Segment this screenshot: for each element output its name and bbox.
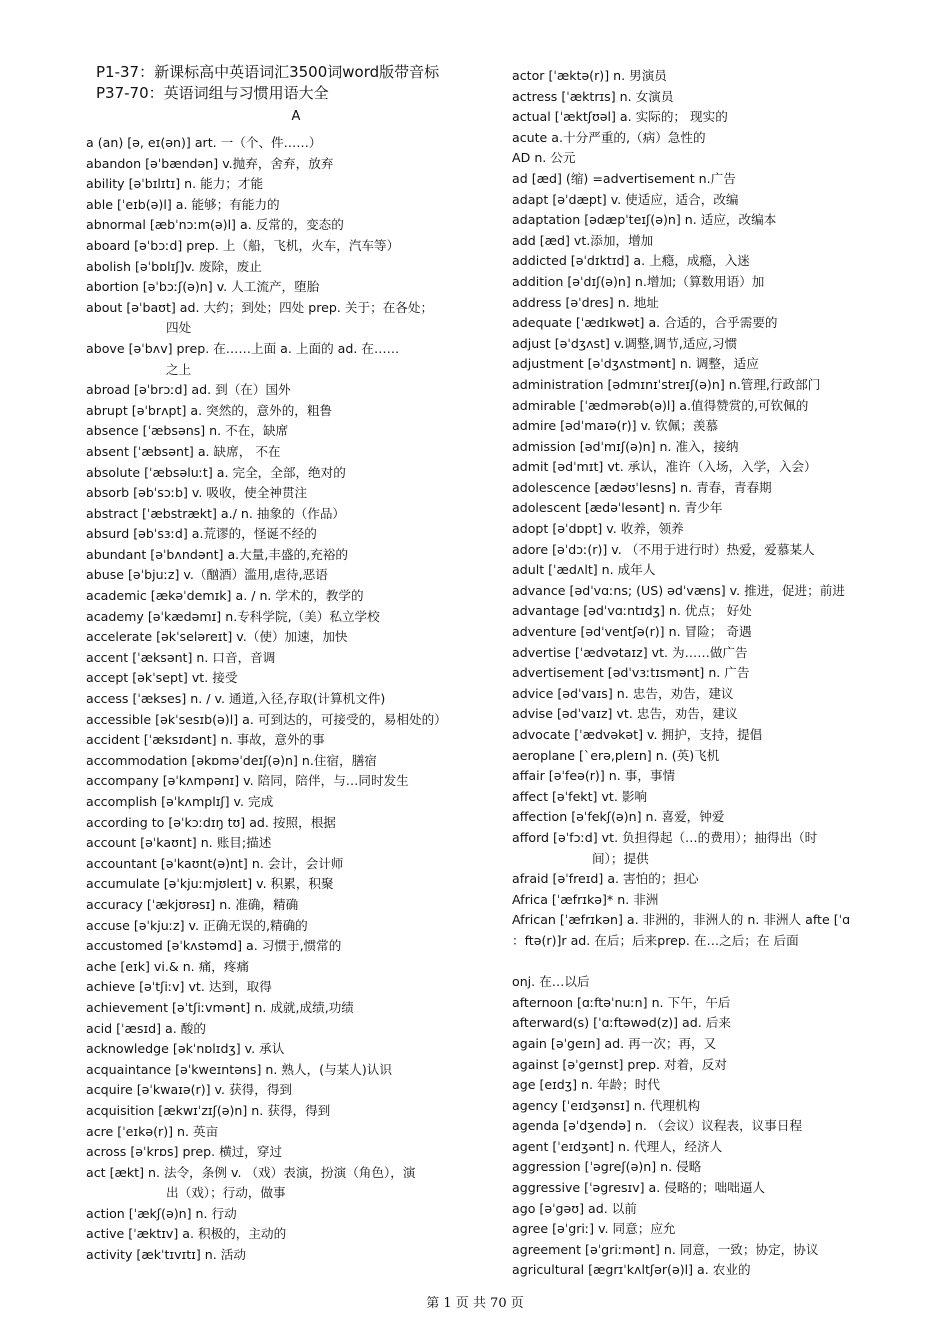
vocab-entry: onj. 在…以后 — [512, 974, 590, 990]
vocab-entry: AD n. 公元 — [512, 150, 576, 166]
vocab-entry: address [əˈdres] n. 地址 — [512, 294, 659, 310]
vocab-entry-continuation: 四处 — [166, 320, 192, 336]
vocab-entry: abortion [əˈbɔːʃ(ə)n] v. 人工流产，堕胎 — [86, 279, 320, 295]
vocab-entry: actual [ˈæktʃʊəl] a. 实际的； 现实的 — [512, 109, 728, 125]
vocab-entry: advise [ədˈvaɪz] vt. 忠告，劝告，建议 — [512, 706, 738, 722]
vocab-entry: accountant [əˈkaʊnt(ə)nt] n. 会计，会计师 — [86, 855, 344, 871]
vocab-entry: across [əˈkrɒs] prep. 横过，穿过 — [86, 1144, 283, 1160]
vocab-entry: advance [ədˈvɑːns; (US) ədˈvæns] v. 推进，促进；前进 — [512, 582, 845, 598]
vocab-entry: absurd [əbˈsɜːd] a.荒谬的，怪诞不经的 — [86, 526, 317, 542]
vocab-entry: agency [ˈeɪdʒənsɪ] n. 代理机构 — [512, 1097, 701, 1113]
vocab-entry: admirable [ˈædmərəb(ə)l] a.值得赞赏的,可钦佩的 — [512, 397, 809, 413]
vocab-entry: admire [ədˈmaɪə(r)] v. 钦佩；羡慕 — [512, 418, 719, 434]
vocab-entry: ability [əˈbɪlɪtɪ] n. 能力；才能 — [86, 176, 264, 192]
vocab-entry: able [ˈeɪb(ə)l] a. 能够；有能力的 — [86, 196, 280, 212]
page-footer: 第 1 页 共 70 页 — [426, 1296, 524, 1311]
vocab-entry: abnormal [æbˈnɔːm(ə)l] a. 反常的，变态的 — [86, 217, 344, 233]
vocab-entry: agreement [əˈgriːmənt] n. 同意，一致；协定，协议 — [512, 1241, 819, 1257]
vocab-entry: accumulate [əˈkjuːmjʊleɪt] v. 积累，积聚 — [86, 876, 334, 892]
vocab-entry: aboard [əˈbɔːd] prep. 上（船，飞机，火车，汽车等） — [86, 237, 400, 253]
vocab-entry: agenda [əˈdʒendə] n. （会议）议程表，议事日程 — [512, 1118, 803, 1134]
vocab-entry: accommodation [əkɒməˈdeɪʃ(ə)n] n.住宿，膳宿 — [86, 752, 377, 768]
vocab-entry: advantage [ədˈvɑːntɪdʒ] n. 优点； 好处 — [512, 603, 752, 619]
vocab-entry: abroad [əˈbrɔːd] ad. 到（在）国外 — [86, 382, 291, 398]
vocab-entry: affect [əˈfekt] vt. 影响 — [512, 788, 648, 804]
vocab-entry: afford [əˈfɔːd] vt. 负担得起（…的费用）；抽得出（时 — [512, 829, 818, 845]
vocab-entry: add [æd] vt.添加，增加 — [512, 232, 654, 248]
vocab-entry: agree [əˈgriː] v. 同意；应允 — [512, 1221, 676, 1237]
vocab-entry: advertisement [ədˈvɜːtɪsmənt] n. 广告 — [512, 665, 750, 681]
vocab-entry: according to [əˈkɔːdɪŋ tʊ] ad. 按照，根据 — [86, 814, 336, 830]
vocab-entry: academic [ækəˈdemɪk] a. / n. 学术的，教学的 — [86, 588, 364, 604]
vocab-entry: advertise [ˈædvətaɪz] vt. 为……做广告 — [512, 644, 748, 660]
blank-line — [512, 952, 908, 973]
vocab-entry: absence [ˈæbsəns] n. 不在，缺席 — [86, 423, 289, 439]
vocab-entry: ago [əˈgəʊ] ad. 以前 — [512, 1200, 637, 1216]
vocab-entry: above [əˈbʌv] prep. 在……上面 a. 上面的 ad. 在…… — [86, 340, 400, 356]
vocab-entry: action [ˈækʃ(ə)n] n. 行动 — [86, 1205, 237, 1221]
vocab-entry: against [əˈgeɪnst] prep. 对着，反对 — [512, 1056, 727, 1072]
vocab-entry: admit [ədˈmɪt] vt. 承认，准许（入场，入学，入会） — [512, 459, 817, 475]
vocab-entry: adjust [əˈdʒʌst] v.调整,调节,适应,习惯 — [512, 335, 738, 351]
header-line-1: P1-37：新课标高中英语词汇3500词word版带音标 — [96, 63, 440, 81]
vocab-entry: ad [æd] (缩) =advertisement n.广告 — [512, 170, 736, 186]
vocab-entry: Africa [ˈæfrɪkə]* n. 非洲 — [512, 891, 659, 907]
vocab-entry: advice [ədˈvaɪs] n. 忠告，劝告，建议 — [512, 685, 734, 701]
vocab-entry: accuracy [ˈækjʊrəsɪ] n. 准确，精确 — [86, 896, 299, 912]
left-column — [86, 133, 478, 1266]
vocab-entry: activity [ækˈtɪvɪtɪ] n. 活动 — [86, 1247, 246, 1263]
vocab-entry: a (an) [ə, eɪ(ən)] art. 一（个、件……） — [86, 135, 322, 150]
vocab-entry: absent [ˈæbsənt] a. 缺席， 不在 — [86, 443, 281, 459]
vocab-entry: affection [əˈfekʃ(ə)n] n. 喜爱，钟爱 — [512, 809, 725, 825]
vocab-entry: adjustment [əˈdʒʌstmənt] n. 调整，适应 — [512, 356, 759, 372]
vocab-entry: accelerate [əkˈseləreɪt] v.（使）加速，加快 — [86, 629, 348, 645]
vocab-entry: again [əˈgeɪn] ad. 再一次；再，又 — [512, 1035, 717, 1051]
vocab-entry: adopt [əˈdɒpt] v. 收养，领养 — [512, 521, 684, 537]
vocab-entry: adaptation [ədæpˈteɪʃ(ə)n] n. 适应，改编本 — [512, 212, 777, 228]
vocab-entry: absorb [əbˈsɔːb] v. 吸收，使全神贯注 — [86, 485, 308, 501]
vocab-entry: ache [eɪk] vi.& n. 痛，疼痛 — [86, 958, 250, 974]
vocab-entry: about [əˈbaʊt] ad. 大约；到处；四处 prep. 关于；在各处； — [86, 299, 434, 315]
vocab-entry: acid [ˈæsɪd] a. 酸的 — [86, 1020, 206, 1036]
vocab-entry-continuation: 出（戏）；行动，做事 — [166, 1185, 286, 1201]
vocab-entry: abrupt [əˈbrʌpt] a. 突然的，意外的，粗鲁 — [86, 402, 333, 418]
vocab-entry: abolish [əˈbɒlɪʃ]v. 废除，废止 — [86, 258, 262, 274]
vocab-entry: access [ˈækses] n. / v. 通道,入径,存取(计算机文件) — [86, 691, 386, 707]
vocab-entry: acknowledge [əkˈnɒlɪdʒ] v. 承认 — [86, 1041, 285, 1057]
vocab-entry: account [əˈkaʊnt] n. 账目;描述 — [86, 835, 272, 851]
vocab-entry: adore [əˈdɔː(r)] v. （不用于进行时）热爱，爱慕某人 — [512, 541, 815, 557]
vocab-entry: accept [əkˈsept] vt. 接受 — [86, 670, 238, 686]
vocab-entry: afterward(s) [ˈɑːftəwəd(z)] ad. 后来 — [512, 1015, 731, 1031]
vocab-entry: acquisition [ækwɪˈzɪʃ(ə)n] n. 获得，得到 — [86, 1102, 331, 1118]
vocab-entry: acre [ˈeɪkə(r)] n. 英亩 — [86, 1123, 219, 1139]
right-column — [512, 66, 908, 1281]
vocab-entry: adventure [ədˈventʃə(r)] n. 冒险； 奇遇 — [512, 624, 752, 640]
vocab-entry-continuation: 间）；提供 — [592, 850, 649, 866]
vocab-entry: actor [ˈæktə(r)] n. 男演员 — [512, 68, 667, 83]
header-line-2: P37-70：英语词组与习惯用语大全 — [96, 84, 329, 102]
vocab-entry: achievement [əˈtʃiːvmənt] n. 成就,成绩,功绩 — [86, 999, 354, 1015]
vocab-entry: accustomed [əˈkʌstəmd] a. 习惯于,惯常的 — [86, 938, 342, 954]
vocab-entry: accomplish [əˈkʌmplɪʃ] v. 完成 — [86, 794, 274, 809]
vocab-entry: accompany [əˈkʌmpənɪ] v. 陪同，陪伴，与…同时发生 — [86, 773, 409, 789]
vocab-entry: active [ˈæktɪv] a. 积极的，主动的 — [86, 1226, 287, 1242]
vocab-entry: academy [əˈkædəmɪ] n.专科学院,（美）私立学校 — [86, 608, 380, 624]
vocab-entry: adequate [ˈædɪkwət] a. 合适的，合乎需要的 — [512, 315, 778, 331]
vocab-entry: aeroplane [ˋerə,pleɪn] n. (英)飞机 — [512, 747, 720, 763]
vocab-entry: admission [ədˈmɪʃ(ə)n] n. 准入，接纳 — [512, 438, 739, 454]
vocab-entry: agent [ˈeɪdʒənt] n. 代理人，经济人 — [512, 1138, 723, 1154]
vocab-entry: accent [ˈæksənt] n. 口音，音调 — [86, 649, 276, 665]
vocab-entry: actress [ˈæktrɪs] n. 女演员 — [512, 88, 674, 104]
vocab-entry: achieve [əˈtʃiːv] vt. 达到，取得 — [86, 979, 272, 995]
vocab-entry: accuse [əˈkjuːz] v. 正确无误的,精确的 — [86, 917, 308, 933]
vocab-entry: adolescence [ædəʊˈlesns] n. 青春，青春期 — [512, 479, 772, 495]
vocab-entry: abandon [əˈbændən] v.抛弃，舍弃，放弃 — [86, 155, 334, 171]
vocab-entry: acute a.十分严重的,（病）急性的 — [512, 129, 706, 145]
vocab-entry: abuse [əˈbjuːz] v.（酗酒）滥用,虐待,恶语 — [86, 567, 328, 583]
vocab-entry: afraid [əˈfreɪd] a. 害怕的；担心 — [512, 871, 699, 887]
vocab-entry: afternoon [ɑːftəˈnuːn] n. 下午，午后 — [512, 994, 731, 1010]
vocab-entry: absolute [ˈæbsəluːt] a. 完全，全部，绝对的 — [86, 464, 346, 480]
vocab-entry: acquire [əˈkwaɪə(r)] v. 获得，得到 — [86, 1082, 293, 1098]
vocab-entry: addition [əˈdɪʃ(ə)n] n.增加;（算数用语）加 — [512, 273, 765, 289]
vocab-entry: affair [əˈfeə(r)] n. 事，事情 — [512, 768, 676, 784]
vocab-entry: adult [ˈædʌlt] n. 成年人 — [512, 562, 656, 578]
vocab-entry: aggressive [ˈəgresɪv] a. 侵略的；咄咄逼人 — [512, 1180, 766, 1196]
vocab-entry: abundant [əˈbʌndənt] a.大量,丰盛的,充裕的 — [86, 546, 348, 562]
vocab-entry: administration [ədmɪnɪˈstreɪʃ(ə)n] n.管理,行政部门 — [512, 376, 821, 392]
vocab-entry: addicted [əˈdɪktɪd] a. 上瘾，成瘾，入迷 — [512, 253, 750, 269]
vocab-entry: adolescent [ædəˈlesənt] n. 青少年 — [512, 500, 723, 516]
vocab-entry: abstract [ˈæbstrækt] a./ n. 抽象的（作品） — [86, 505, 346, 521]
vocab-entry: advocate [ˈædvəkət] v. 拥护，支持，提倡 — [512, 727, 763, 742]
vocab-entry: African [ˈæfrɪkən] a. 非洲的，非洲人的 n. 非洲人 afte [ˈɑ — [512, 912, 851, 928]
vocab-entry-continuation: 之上 — [166, 361, 192, 377]
vocab-entry: accident [ˈæksɪdənt] n. 事故，意外的事 — [86, 732, 325, 748]
vocab-entry: ：ftə(r)]r ad. 在后；后来prep. 在…之后；在 后面 — [512, 932, 799, 948]
vocab-entry: agricultural [ægrɪˈkʌltʃər(ə)l] a. 农业的 — [512, 1262, 751, 1278]
document-header — [96, 62, 496, 126]
vocab-entry: acquaintance [əˈkweɪntəns] n. 熟人，(与某人)认识 — [86, 1061, 392, 1077]
section-letter: A — [291, 109, 301, 124]
vocab-entry: aggression [ˈəgreʃ(ə)n] n. 侵略 — [512, 1159, 702, 1175]
vocab-entry: act [ækt] n. 法令，条例 v. （戏）表演，扮演（角色），演 — [86, 1164, 416, 1180]
vocab-entry: age [eɪdʒ] n. 年龄；时代 — [512, 1077, 660, 1093]
vocab-entry: accessible [əkˈsesɪb(ə)l] a. 可到达的，可接受的，易相处的） — [86, 711, 447, 727]
vocab-entry: adapt [əˈdæpt] v. 使适应，适合，改编 — [512, 191, 739, 207]
